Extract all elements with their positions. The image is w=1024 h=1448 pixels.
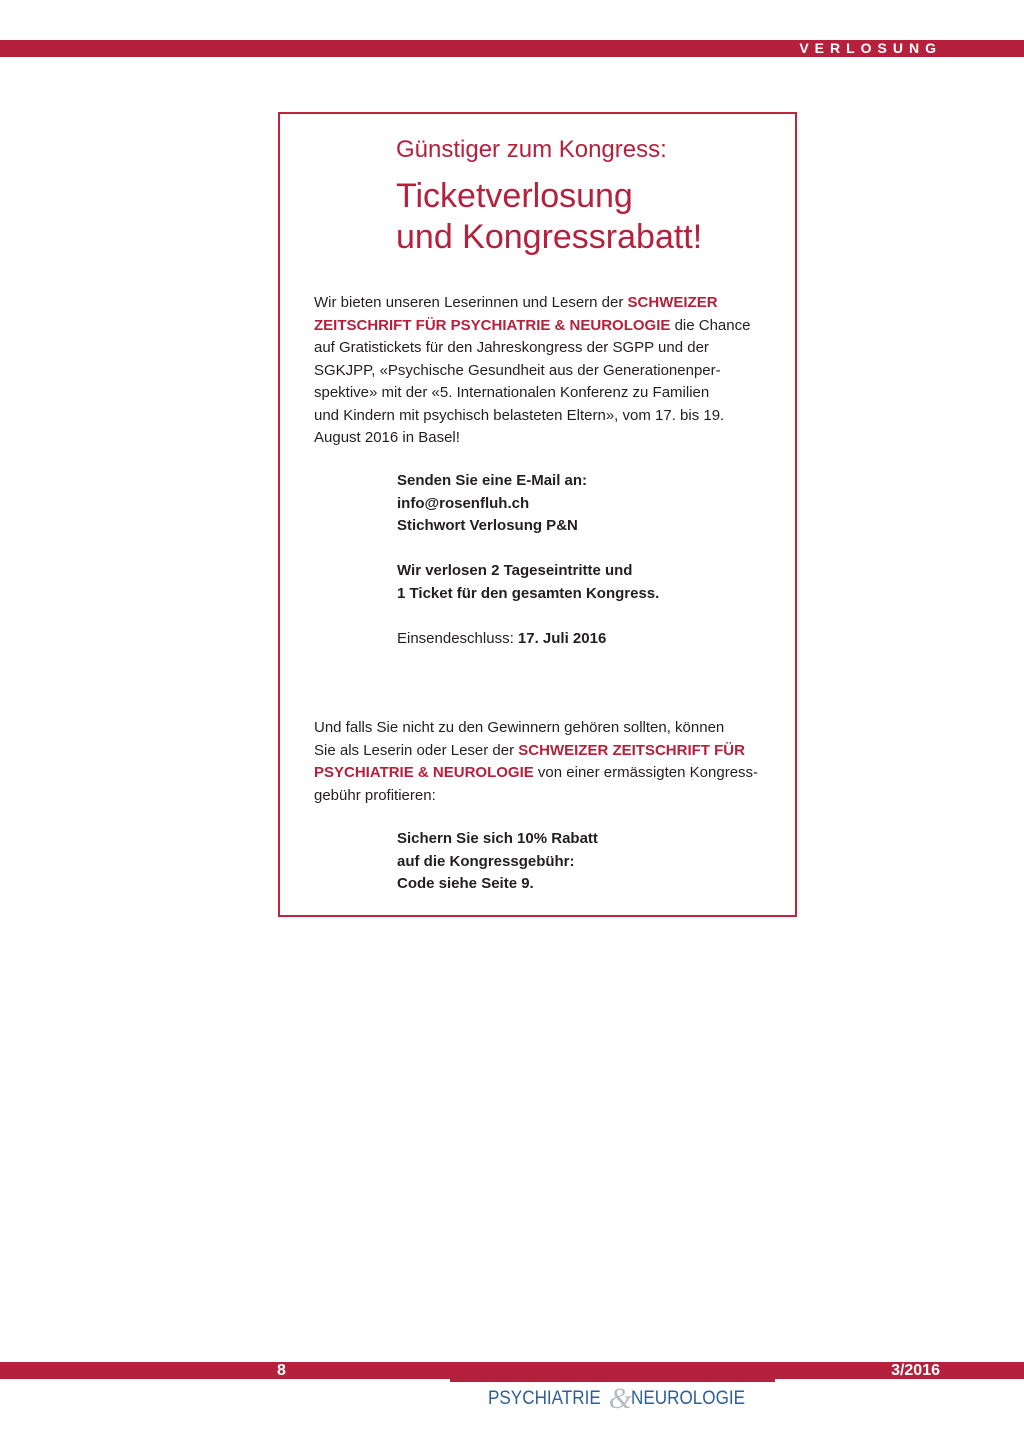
intro-text-2b: auf Gratistickets für den Jahreskongress der SGPP und der: [314, 339, 709, 356]
prize-line-2: 1 Ticket für den gesamten Kongress.: [397, 584, 660, 602]
intro-text-2e: und Kindern mit psychisch belasteten Eltern», vom 17. bis 19.: [314, 406, 725, 424]
headline: [396, 176, 702, 258]
intro-paragraph: [314, 292, 764, 450]
intro-text-2d: spektive» mit der «5. Internationalen Konferenz zu Familien: [314, 384, 710, 401]
deadline-block: [397, 628, 777, 651]
contact-email: info@rosenfluh.ch: [397, 494, 530, 512]
logo-ampersand: &: [608, 1382, 632, 1415]
contest-box: [278, 112, 797, 917]
second-text-1: Und falls Sie nicht zu den Gewinnern gehören sollten, können: [314, 719, 725, 736]
second-text-4: gebühr profitieren:: [314, 786, 436, 804]
deadline-label: Einsendeschluss:: [397, 630, 518, 647]
headline-line-2: und Kongressrabatt!: [396, 218, 703, 256]
intro-text-2c: SGKJPP, «Psychische Gesundheit aus der Generationenper-: [314, 361, 721, 379]
page-number: 8: [277, 1362, 286, 1379]
intro-text-2a: die Chance: [670, 316, 751, 334]
intro-text-2f: August 2016 in Basel!: [314, 429, 460, 446]
logo-word-psychiatrie: PSYCHIATRIE: [488, 1388, 601, 1409]
section-label: VERLOSUNG: [799, 40, 942, 56]
contact-keyword: Stichwort Verlosung P&N: [397, 517, 578, 534]
journal-logo: [488, 1382, 758, 1414]
issue-number: 3/2016: [891, 1362, 940, 1379]
journal-name-2: ZEITSCHRIFT FÜR PSYCHIATRIE & NEUROLOGIE: [314, 316, 671, 334]
journal-name-4: PSYCHIATRIE & NEUROLOGIE: [314, 764, 534, 781]
headline-line-1: Ticketverlosung: [396, 177, 633, 215]
journal-name-1: SCHWEIZER: [627, 294, 718, 311]
discount-line-2: auf die Kongressgebühr:: [397, 852, 575, 870]
contact-instruction: Senden Sie eine E-Mail an:: [397, 472, 588, 489]
prize-line-1: Wir verlosen 2 Tageseintritte und: [397, 562, 633, 579]
second-text-3: von einer ermässigten Kongress-: [533, 764, 759, 781]
discount-line-3: Code siehe Seite 9.: [397, 875, 534, 892]
discount-line-1: Sichern Sie sich 10% Rabatt: [397, 830, 598, 847]
second-text-2: Sie als Leserin oder Leser der: [314, 741, 519, 759]
discount-block: [397, 828, 777, 896]
discount-paragraph: [314, 717, 764, 807]
header-bar: [0, 40, 1024, 57]
journal-name-3: SCHWEIZER ZEITSCHRIFT FÜR: [518, 741, 745, 759]
logo-word-neurologie: NEUROLOGIE: [631, 1388, 746, 1409]
prize-block: [397, 560, 777, 605]
footer-bar: [0, 1362, 1024, 1379]
kicker: Günstiger zum Kongress:: [396, 136, 667, 163]
contact-block: [397, 470, 777, 538]
deadline-date: 17. Juli 2016: [517, 630, 607, 647]
intro-text-1: Wir bieten unseren Leserinnen und Lesern der: [314, 294, 628, 311]
